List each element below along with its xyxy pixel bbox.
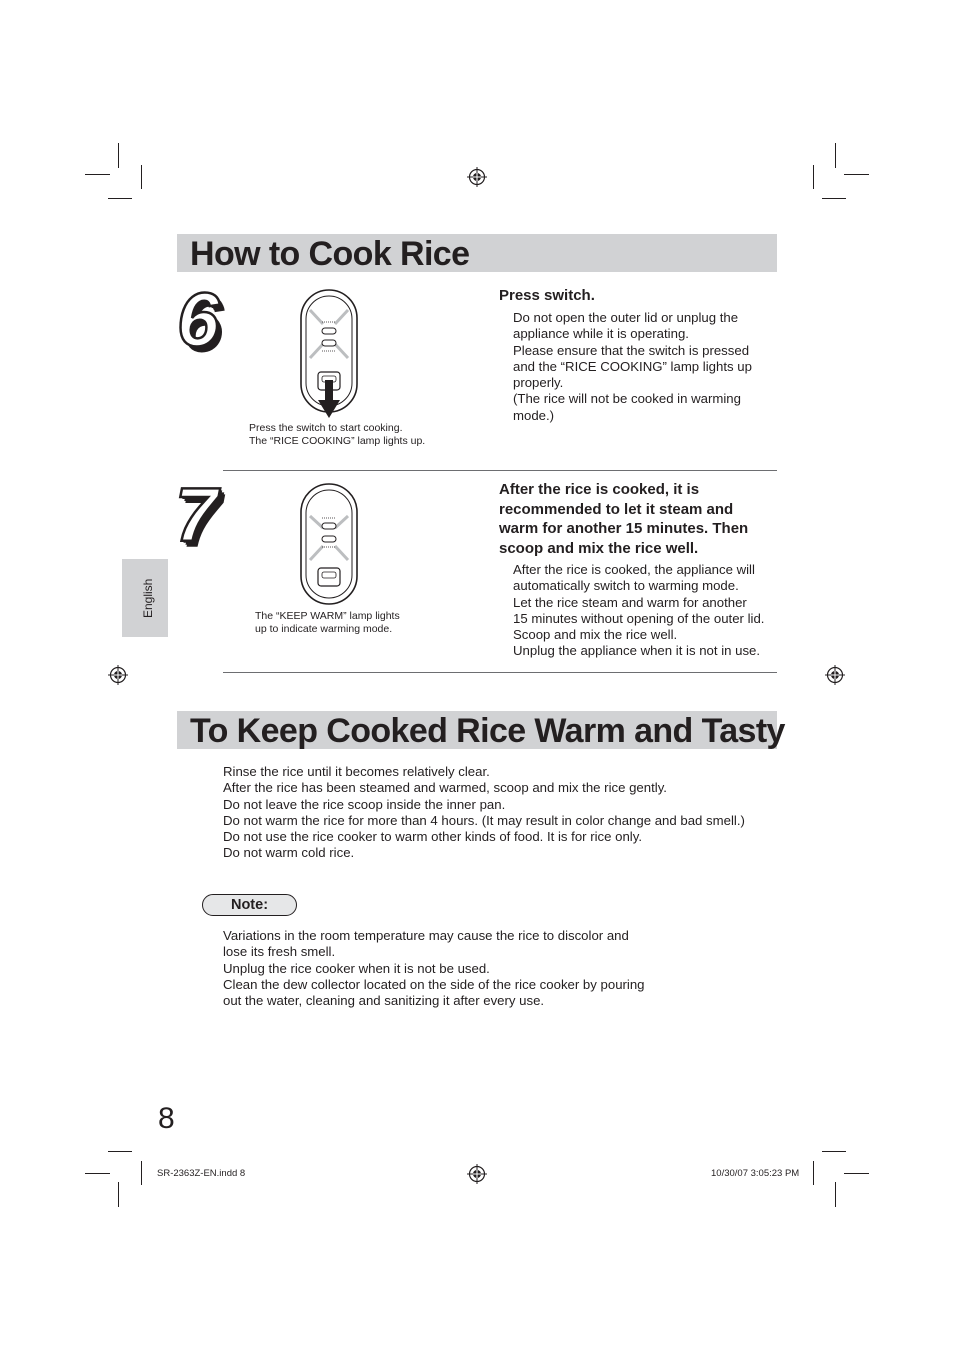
note-line: lose its fresh smell. [223, 944, 336, 960]
step-caption [255, 610, 400, 635]
body-line: Scoop and mix the rice well. [513, 627, 678, 643]
registration-mark-icon [825, 665, 845, 685]
crop-mark [844, 1173, 869, 1174]
crop-mark [822, 1151, 846, 1152]
step-body [513, 310, 752, 424]
note-badge [202, 894, 297, 916]
tip-line: Do not warm cold rice. [223, 845, 355, 861]
tip-line: Do not warm the rice for more than 4 hours. (It may result in color change and bad smell.) [223, 812, 745, 828]
page-number: 8 [158, 1102, 175, 1135]
note-label: Note: [230, 897, 269, 913]
tip-line: Do not leave the rice scoop inside the inner pan. [223, 796, 506, 812]
language-tab-label: English [141, 578, 155, 618]
section-title-cook: How to Cook Rice [190, 235, 470, 273]
note-line: Clean the dew collector located on the side of the rice cooker by pouring [223, 976, 645, 992]
body-line: After the rice is cooked, the appliance will [513, 562, 755, 577]
divider [223, 672, 777, 673]
tip-line: After the rice has been steamed and warmed, scoop and mix the rice gently. [223, 780, 667, 796]
crop-mark [835, 143, 836, 168]
crop-mark [835, 1182, 836, 1207]
crop-mark [85, 174, 110, 175]
registration-mark-icon [108, 665, 128, 685]
note-list [223, 928, 645, 1009]
tip-line: Do not use the rice cooker to warm other kinds of food. It is for rice only. [223, 829, 643, 845]
crop-mark [844, 174, 869, 175]
crop-mark [118, 143, 119, 168]
section-title-warm: To Keep Cooked Rice Warm and Tasty [190, 712, 785, 750]
step-body [513, 562, 764, 660]
tip-line: Rinse the rice until it becomes relatively clear. [223, 764, 490, 779]
crop-mark [108, 198, 132, 199]
note-line: Variations in the room temperature may cause the rice to discolor and [223, 928, 629, 943]
divider [223, 470, 777, 471]
heading-line: scoop and mix the rice well. [499, 539, 699, 557]
step-number: 6 [177, 278, 220, 363]
note-line: Unplug the rice cooker when it is not be used. [223, 960, 490, 976]
caption-line: The “RICE COOKING” lamp lights up. [249, 434, 426, 447]
crop-mark [813, 165, 814, 189]
control-panel-keep-warm-icon [296, 482, 362, 606]
body-line: Please ensure that the switch is pressed [513, 342, 750, 358]
body-line: mode.) [513, 407, 555, 423]
step-caption [249, 422, 425, 447]
body-line: and the “RICE COOKING” lamp lights up [513, 358, 752, 374]
registration-mark-icon [467, 1164, 487, 1184]
registration-mark-icon [467, 167, 487, 187]
body-line: 15 minutes without opening of the outer lid. [513, 610, 765, 626]
crop-mark [141, 1161, 142, 1185]
heading-line: Press switch. [499, 287, 595, 304]
footer-file: SR-2363Z-EN.indd 8 [157, 1168, 246, 1179]
caption-line: Press the switch to start cooking. [249, 422, 403, 434]
heading-line: warm for another 15 minutes. Then [499, 520, 749, 537]
crop-mark [85, 1173, 110, 1174]
body-line: automatically switch to warming mode. [513, 578, 739, 594]
body-line: appliance while it is operating. [513, 326, 689, 342]
heading-line: After the rice is cooked, it is [499, 481, 700, 498]
note-line: out the water, cleaning and sanitizing it after every use. [223, 993, 545, 1009]
crop-mark [108, 1151, 132, 1152]
step-heading [499, 286, 595, 306]
footer-date: 10/30/07 3:05:23 PM [711, 1168, 800, 1179]
caption-line: The “KEEP WARM” lamp lights [255, 610, 400, 622]
body-line: Do not open the outer lid or unplug the [513, 310, 739, 325]
heading-line: recommended to let it steam and [499, 500, 734, 518]
crop-mark [813, 1161, 814, 1185]
body-line: (The rice will not be cooked in warming [513, 391, 741, 407]
warm-tips-list [223, 764, 745, 862]
crop-mark [822, 198, 846, 199]
control-panel-press-icon [296, 288, 362, 420]
crop-mark [118, 1182, 119, 1207]
body-line: properly. [513, 375, 564, 391]
crop-mark [141, 165, 142, 189]
body-line: Let the rice steam and warm for another [513, 594, 747, 610]
body-line: Unplug the appliance when it is not in use. [513, 643, 761, 659]
caption-line: up to indicate warming mode. [255, 622, 393, 635]
step-number: 7 [175, 473, 218, 558]
step-heading [499, 480, 748, 558]
